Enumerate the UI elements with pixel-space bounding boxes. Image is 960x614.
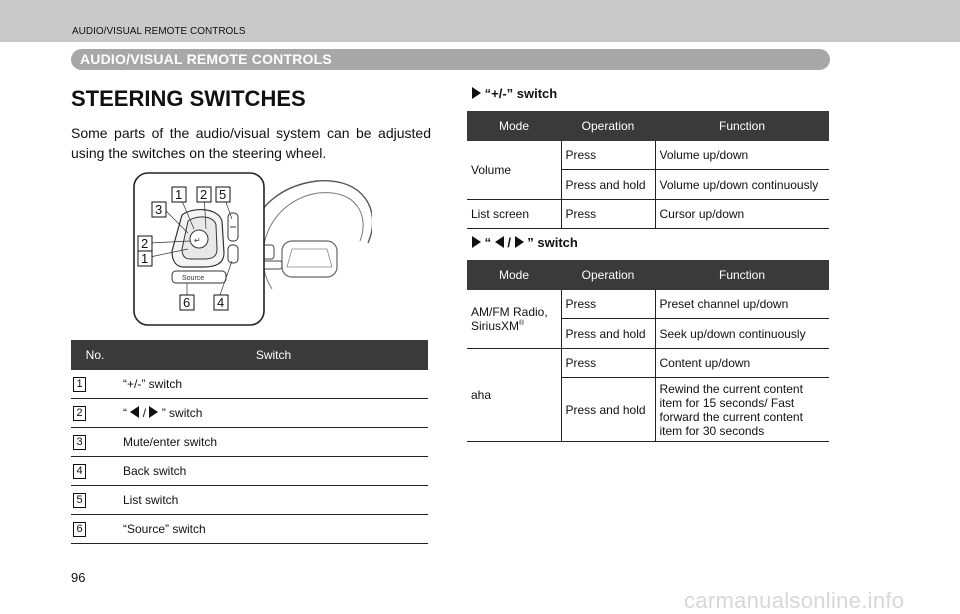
quote-close: ” switch	[527, 235, 578, 250]
row-number: 6	[73, 522, 86, 537]
operation-cell: Press	[561, 349, 655, 378]
callout-1-top: 1	[175, 187, 183, 202]
running-title: AUDIO/VISUAL REMOTE CONTROLS	[72, 26, 246, 37]
bullet-arrow-icon	[472, 87, 481, 99]
mode-line-1: AM/FM Radio,	[471, 305, 548, 319]
col-operation-header: Operation	[561, 260, 655, 290]
row-number: 3	[73, 435, 86, 450]
table-row	[71, 370, 428, 399]
plus-minus-table	[467, 111, 829, 229]
callout-6: 6	[183, 295, 191, 310]
steering-wheel-figure	[132, 171, 372, 327]
operation-cell: Press	[561, 290, 655, 319]
slash: /	[507, 235, 511, 250]
table-row	[71, 399, 428, 428]
function-cell: Preset channel up/down	[655, 290, 829, 319]
row-number: 1	[73, 377, 86, 392]
watermark: carmanualsonline.info	[684, 588, 905, 613]
function-cell: Content up/down	[655, 349, 829, 378]
function-cell: Seek up/down continuously	[655, 319, 829, 349]
mode-cell	[467, 290, 561, 349]
callout-2-left: 2	[141, 236, 149, 251]
source-button-label: Source	[182, 275, 205, 282]
col-mode-header: Mode	[467, 260, 561, 290]
switch-name: List switch	[119, 486, 428, 515]
col-function-header: Function	[655, 260, 829, 290]
function-cell: Rewind the current content item for 15 seconds/ Fast forward the current content item for 30 seconds	[655, 378, 829, 442]
switch-table-header	[71, 340, 428, 370]
right-arrow-icon	[515, 236, 524, 248]
callout-2-top: 2	[200, 187, 208, 202]
callout-3: 3	[155, 202, 163, 217]
mode-cell: aha	[467, 349, 561, 442]
operation-cell: Press and hold	[561, 319, 655, 349]
table-row	[71, 428, 428, 457]
quote-open: “	[123, 406, 127, 420]
switch-name-arrows	[119, 399, 428, 428]
quote-close: ” switch	[161, 406, 203, 420]
table-row	[467, 141, 829, 170]
arrows-table	[467, 260, 829, 442]
operation-cell: Press	[561, 141, 655, 170]
mode-cell: Volume	[467, 141, 561, 200]
operation-cell: Press and hold	[561, 170, 655, 200]
left-arrow-icon	[495, 236, 504, 248]
arrows-title	[472, 235, 578, 250]
registered-mark: ®	[519, 320, 525, 327]
section-title-bar	[71, 49, 830, 70]
switch-table	[71, 340, 428, 544]
function-cell: Cursor up/down	[655, 200, 829, 229]
section-title: AUDIO/VISUAL REMOTE CONTROLS	[80, 51, 332, 67]
callout-5: 5	[219, 187, 227, 202]
left-arrow-icon	[130, 406, 139, 418]
right-arrow-icon	[149, 406, 158, 418]
bullet-arrow-icon	[472, 236, 481, 248]
operation-cell: Press and hold	[561, 378, 655, 442]
table-row	[467, 200, 829, 229]
switch-name: Mute/enter switch	[119, 428, 428, 457]
plus-minus-title-text: “+/-” switch	[484, 86, 558, 101]
intro-paragraph: Some parts of the audio/visual system can be adjusted using the switches on the steering wheel.	[71, 125, 431, 161]
switch-name: Back switch	[119, 457, 428, 486]
function-cell: Volume up/down continuously	[655, 170, 829, 200]
page-heading: STEERING SWITCHES	[71, 86, 306, 111]
mode-line-2: SiriusXM	[471, 319, 520, 333]
col-function-header: Function	[655, 111, 829, 141]
operation-cell: Press	[561, 200, 655, 229]
table-row	[467, 290, 829, 319]
col-operation-header: Operation	[561, 111, 655, 141]
col-switch-header: Switch	[119, 340, 428, 370]
table-row	[71, 515, 428, 544]
table-row	[71, 457, 428, 486]
quote-open: “	[484, 235, 492, 250]
svg-text:↵: ↵	[194, 236, 201, 245]
callout-4: 4	[217, 295, 225, 310]
callout-1-left: 1	[141, 251, 149, 266]
row-number: 4	[73, 464, 86, 479]
steering-wheel-illustration	[132, 171, 372, 327]
row-number: 2	[73, 406, 86, 421]
switch-name: “+/-” switch	[119, 370, 428, 399]
col-mode-header: Mode	[467, 111, 561, 141]
table-row	[71, 486, 428, 515]
table-row	[467, 349, 829, 378]
col-no-header: No.	[71, 340, 119, 370]
plus-minus-header	[467, 111, 829, 141]
function-cell: Volume up/down	[655, 141, 829, 170]
plus-minus-title	[472, 86, 557, 101]
arrows-header	[467, 260, 829, 290]
page-number: 96	[71, 570, 86, 585]
switch-name: “Source” switch	[119, 515, 428, 544]
row-number: 5	[73, 493, 86, 508]
slash: /	[142, 406, 147, 420]
mode-cell: List screen	[467, 200, 561, 229]
